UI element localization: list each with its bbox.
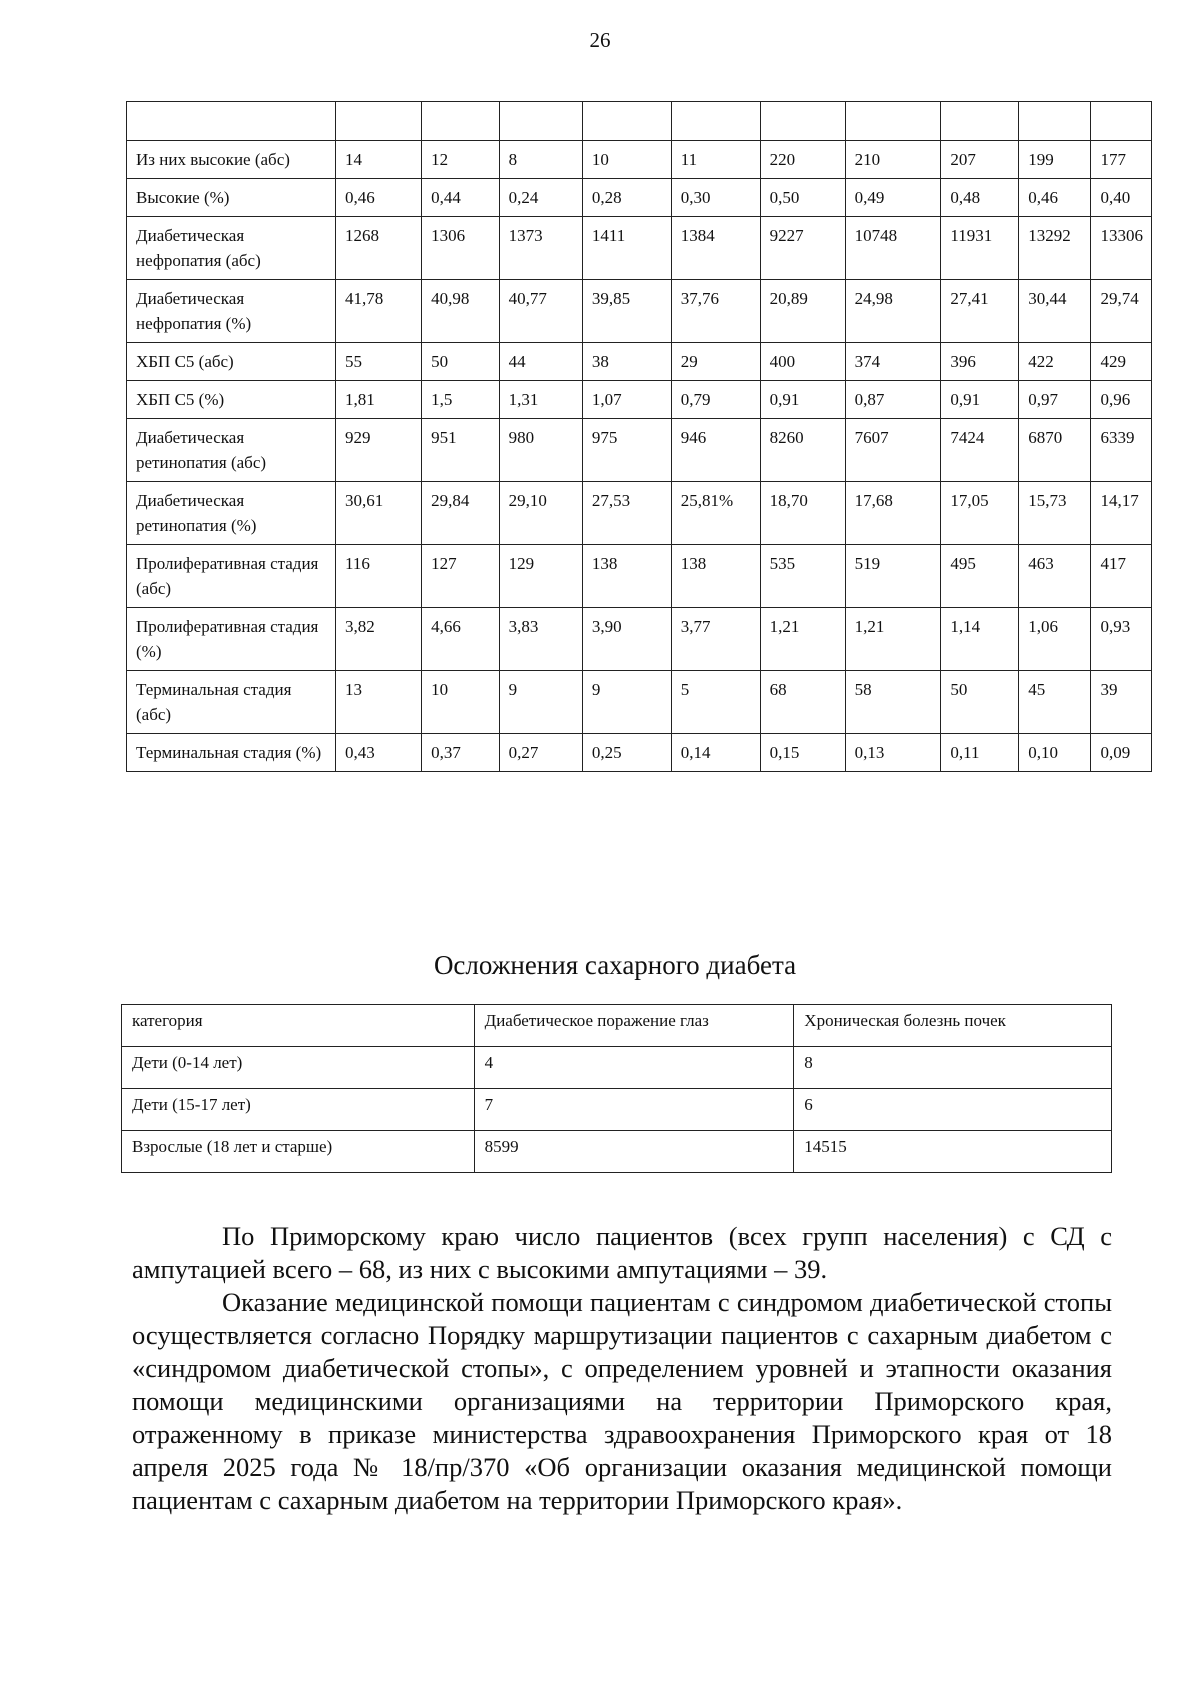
table-cell: 374 [845, 343, 941, 381]
column-header: Хроническая болезнь почек [794, 1005, 1112, 1047]
table-cell: 50 [941, 671, 1019, 734]
table-cell: 1268 [336, 217, 422, 280]
table-cell: 25,81% [671, 482, 760, 545]
table-cell: 127 [422, 545, 500, 608]
table-row [127, 482, 1152, 545]
table-cell: 41,78 [336, 280, 422, 343]
table-cell: 17,68 [845, 482, 941, 545]
table-cell: 138 [582, 545, 671, 608]
table-cell: 7607 [845, 419, 941, 482]
table-cell: 0,91 [941, 381, 1019, 419]
table-cell: 7424 [941, 419, 1019, 482]
row-label: Терминальная стадия (абс) [127, 671, 336, 734]
table-cell: 1411 [582, 217, 671, 280]
page-number: 26 [589, 28, 611, 52]
table-cell: 0,79 [671, 381, 760, 419]
table-cell: 39 [1091, 671, 1152, 734]
table-cell: 0,15 [760, 734, 845, 772]
row-label: Диабетическая ретинопатия (абс) [127, 419, 336, 482]
table-cell: 929 [336, 419, 422, 482]
table-cell: 6339 [1091, 419, 1152, 482]
table-cell: 3,77 [671, 608, 760, 671]
table-cell: 8260 [760, 419, 845, 482]
column-header: категория [122, 1005, 475, 1047]
table-cell: 0,28 [582, 179, 671, 217]
row-label: Диабетическая нефропатия (%) [127, 280, 336, 343]
table-cell: 0,97 [1019, 381, 1091, 419]
table-cell: 7 [474, 1089, 794, 1131]
table-cell: 0,44 [422, 179, 500, 217]
table-cell: 0,43 [336, 734, 422, 772]
table-cell: 0,37 [422, 734, 500, 772]
table-cell: 44 [499, 343, 582, 381]
row-label: Пролиферативная стадия (абс) [127, 545, 336, 608]
table-cell: 18,70 [760, 482, 845, 545]
table-cell: 951 [422, 419, 500, 482]
table-row [127, 280, 1152, 343]
table-cell: 207 [941, 141, 1019, 179]
table-cell: 0,13 [845, 734, 941, 772]
table-cell: 10748 [845, 217, 941, 280]
table-cell: 1,07 [582, 381, 671, 419]
table-cell: 10 [582, 141, 671, 179]
table-row [127, 734, 1152, 772]
table-cell: 4 [474, 1047, 794, 1089]
table-cell: 29,74 [1091, 280, 1152, 343]
table-cell: 27,53 [582, 482, 671, 545]
table-row [127, 419, 1152, 482]
table-cell: 1,21 [845, 608, 941, 671]
row-label: Диабетическая нефропатия (абс) [127, 217, 336, 280]
table-cell: 0,14 [671, 734, 760, 772]
table-cell: 3,83 [499, 608, 582, 671]
table-cell: 5 [671, 671, 760, 734]
row-label: Диабетическая ретинопатия (%) [127, 482, 336, 545]
table-cell: 0,87 [845, 381, 941, 419]
table-cell: 45 [1019, 671, 1091, 734]
table-cell: 8 [499, 141, 582, 179]
table-cell: 1384 [671, 217, 760, 280]
table-cell: 6870 [1019, 419, 1091, 482]
table-cell: 138 [671, 545, 760, 608]
table-row [127, 179, 1152, 217]
table-cell: 13 [336, 671, 422, 734]
table-cell: 129 [499, 545, 582, 608]
table-cell: 417 [1091, 545, 1152, 608]
table-cell: 27,41 [941, 280, 1019, 343]
table-cell: Дети (15-17 лет) [122, 1089, 475, 1131]
table-cell: 9227 [760, 217, 845, 280]
table-cell: 10 [422, 671, 500, 734]
table-cell: 495 [941, 545, 1019, 608]
table-cell: 68 [760, 671, 845, 734]
row-label: ХБП С5 (%) [127, 381, 336, 419]
table-row [127, 381, 1152, 419]
table-cell: 1,14 [941, 608, 1019, 671]
body-text [132, 1220, 1112, 1517]
table-cell: 177 [1091, 141, 1152, 179]
table-cell: 3,90 [582, 608, 671, 671]
table-cell: 12 [422, 141, 500, 179]
table-cell: 24,98 [845, 280, 941, 343]
table-cell: 50 [422, 343, 500, 381]
table-cell: 0,46 [336, 179, 422, 217]
table-cell: 20,89 [760, 280, 845, 343]
row-label: Высокие (%) [127, 179, 336, 217]
table-cell: 13292 [1019, 217, 1091, 280]
table-cell: 535 [760, 545, 845, 608]
table-cell: 0,11 [941, 734, 1019, 772]
table-cell: Дети (0-14 лет) [122, 1047, 475, 1089]
table-cell: 975 [582, 419, 671, 482]
table-row [127, 217, 1152, 280]
table-cell: Взрослые (18 лет и старше) [122, 1131, 475, 1173]
row-label: Из них высокие (абс) [127, 141, 336, 179]
table-cell: 55 [336, 343, 422, 381]
table-row [127, 343, 1152, 381]
table-cell: 0,49 [845, 179, 941, 217]
table-cell: 4,66 [422, 608, 500, 671]
table-cell: 6 [794, 1089, 1112, 1131]
paragraph-diabetic-foot: Оказание медицинской помощи пациентам с синдромом диабетической стопы осуществляется согласно Порядку маршрутизации пациентов с сахарным диабетом с «синдромом диабетической стопы», с определением уровней и этапности оказания помощи медицинскими организациями на территории Приморского края, отраженному в приказе министерства здравоохранения Приморского края от 18 апреля 2025 года № 18/пр/370 «Об организации оказания медицинской помощи пациентам с сахарным диабетом на территории Приморского края». [132, 1287, 1112, 1515]
table-cell: 422 [1019, 343, 1091, 381]
table-cell: 14 [336, 141, 422, 179]
table-cell: 980 [499, 419, 582, 482]
column-header: Диабетическое поражение глаз [474, 1005, 794, 1047]
table-cell: 1373 [499, 217, 582, 280]
table-cell: 30,44 [1019, 280, 1091, 343]
complications-title: Осложнения сахарного диабета [433, 950, 797, 980]
table-cell: 519 [845, 545, 941, 608]
table-cell: 1,31 [499, 381, 582, 419]
table-cell: 0,96 [1091, 381, 1152, 419]
table-cell: 220 [760, 141, 845, 179]
table-cell: 463 [1019, 545, 1091, 608]
table-cell: 396 [941, 343, 1019, 381]
table-cell: 40,77 [499, 280, 582, 343]
table-cell: 13306 [1091, 217, 1152, 280]
table-cell: 210 [845, 141, 941, 179]
table-cell: 1,06 [1019, 608, 1091, 671]
table-cell: 29,84 [422, 482, 500, 545]
table-cell: 58 [845, 671, 941, 734]
table-cell: 30,61 [336, 482, 422, 545]
table-cell: 1,21 [760, 608, 845, 671]
complications-table [121, 1004, 1112, 1173]
complications-header-row [122, 1005, 1112, 1047]
table-cell: 0,40 [1091, 179, 1152, 217]
table-row [127, 608, 1152, 671]
table-cell: 8599 [474, 1131, 794, 1173]
table-cell: 40,98 [422, 280, 500, 343]
table-cell: 38 [582, 343, 671, 381]
row-label: Терминальная стадия (%) [127, 734, 336, 772]
row-label: Пролиферативная стадия (%) [127, 608, 336, 671]
table-row [122, 1089, 1112, 1131]
table-cell: 0,30 [671, 179, 760, 217]
table-cell: 0,48 [941, 179, 1019, 217]
table-cell: 11931 [941, 217, 1019, 280]
table-cell: 29,10 [499, 482, 582, 545]
table-cell: 400 [760, 343, 845, 381]
table-cell: 37,76 [671, 280, 760, 343]
table-cell: 0,93 [1091, 608, 1152, 671]
table-row [122, 1131, 1112, 1173]
table-cell: 14,17 [1091, 482, 1152, 545]
table-cell: 9 [582, 671, 671, 734]
table-cell: 0,24 [499, 179, 582, 217]
table-cell: 8 [794, 1047, 1112, 1089]
table-cell: 946 [671, 419, 760, 482]
row-label: ХБП С5 (абс) [127, 343, 336, 381]
table-cell: 0,91 [760, 381, 845, 419]
table-cell: 11 [671, 141, 760, 179]
table-cell: 199 [1019, 141, 1091, 179]
table-cell: 1,5 [422, 381, 500, 419]
table-cell: 0,09 [1091, 734, 1152, 772]
diabetes-statistics-table [126, 101, 1152, 772]
table-cell: 9 [499, 671, 582, 734]
table-cell: 0,27 [499, 734, 582, 772]
table-cell: 39,85 [582, 280, 671, 343]
table-row [122, 1047, 1112, 1089]
table-cell: 429 [1091, 343, 1152, 381]
table-cell: 0,46 [1019, 179, 1091, 217]
table-row [127, 545, 1152, 608]
table-cell: 1,81 [336, 381, 422, 419]
table-cell: 3,82 [336, 608, 422, 671]
table-cell: 15,73 [1019, 482, 1091, 545]
table-row [127, 671, 1152, 734]
table-cell: 0,50 [760, 179, 845, 217]
table-cell: 14515 [794, 1131, 1112, 1173]
table-cell: 29 [671, 343, 760, 381]
table-header-row-empty [127, 102, 1152, 141]
table-cell: 0,10 [1019, 734, 1091, 772]
table-cell: 17,05 [941, 482, 1019, 545]
table-row [127, 141, 1152, 179]
table-cell: 116 [336, 545, 422, 608]
table-cell: 1306 [422, 217, 500, 280]
table-cell: 0,25 [582, 734, 671, 772]
paragraph-amputations: По Приморскому краю число пациентов (всех групп населения) с СД с ампутацией всего – 68, из них с высокими ампутациями – 39. [132, 1221, 1112, 1284]
